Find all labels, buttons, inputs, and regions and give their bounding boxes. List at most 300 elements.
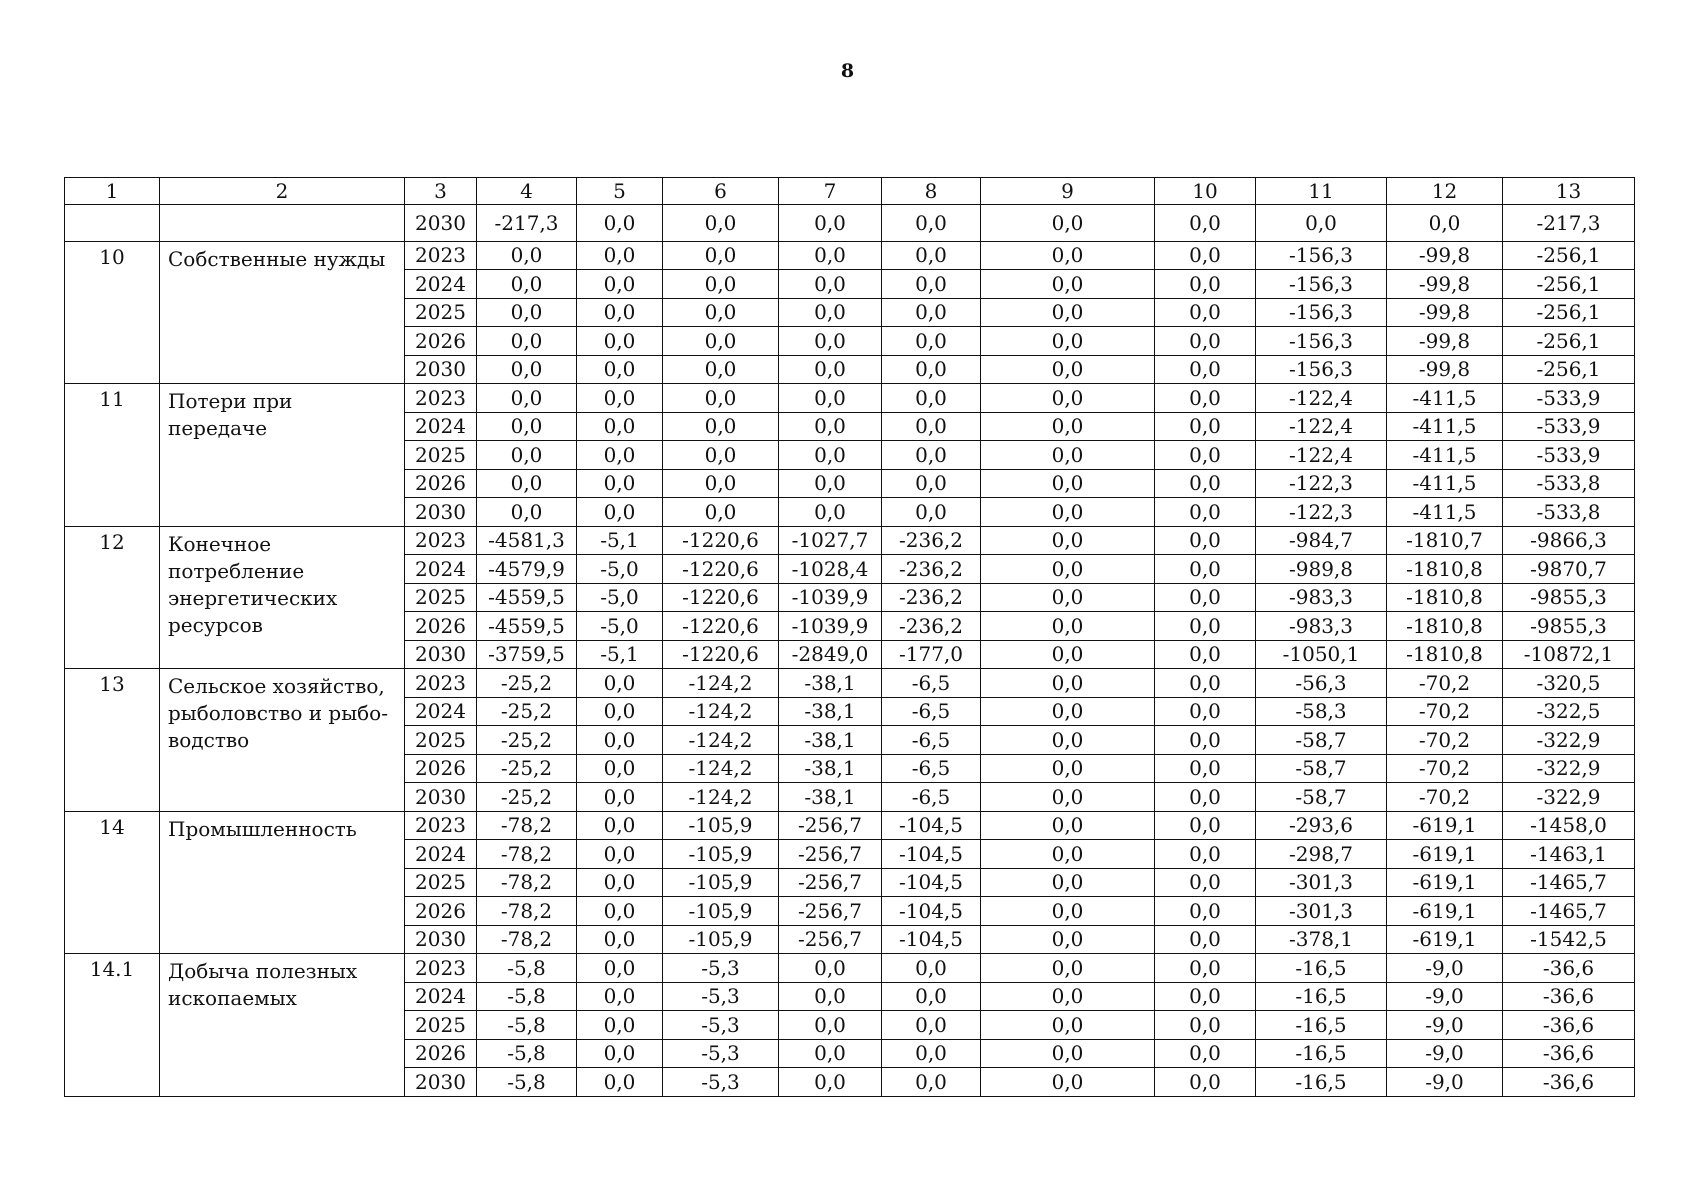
value-cell: -16,5 bbox=[1256, 982, 1387, 1011]
value-cell: -9,0 bbox=[1387, 954, 1503, 983]
value-cell: 0,0 bbox=[981, 1039, 1155, 1068]
value-cell: 0,0 bbox=[577, 754, 663, 783]
value-cell: 0,0 bbox=[577, 697, 663, 726]
value-cell: 0,0 bbox=[882, 1068, 981, 1097]
value-cell: 0,0 bbox=[1155, 270, 1256, 299]
value-cell: -619,1 bbox=[1387, 868, 1503, 897]
value-cell: -293,6 bbox=[1256, 811, 1387, 840]
value-cell: -1027,7 bbox=[779, 526, 882, 555]
value-cell: -156,3 bbox=[1256, 270, 1387, 299]
value-cell: -256,1 bbox=[1503, 355, 1635, 384]
value-cell: 0,0 bbox=[981, 441, 1155, 470]
value-cell: 0,0 bbox=[882, 469, 981, 498]
value-cell: 0,0 bbox=[1155, 555, 1256, 584]
value-cell: -6,5 bbox=[882, 754, 981, 783]
year-cell: 2023 bbox=[405, 384, 477, 413]
value-cell: 0,0 bbox=[663, 270, 779, 299]
value-cell: 0,0 bbox=[779, 982, 882, 1011]
value-cell: 0,0 bbox=[981, 954, 1155, 983]
value-cell: -58,7 bbox=[1256, 754, 1387, 783]
value-cell: -36,6 bbox=[1503, 954, 1635, 983]
value-cell: -156,3 bbox=[1256, 241, 1387, 270]
value-cell: -236,2 bbox=[882, 526, 981, 555]
value-cell: 0,0 bbox=[477, 498, 577, 527]
value-cell: -124,2 bbox=[663, 697, 779, 726]
value-cell: -38,1 bbox=[779, 783, 882, 812]
value-cell: -99,8 bbox=[1387, 327, 1503, 356]
value-cell: 0,0 bbox=[779, 469, 882, 498]
value-cell: -105,9 bbox=[663, 840, 779, 869]
value-cell: 0,0 bbox=[981, 526, 1155, 555]
value-cell: -256,1 bbox=[1503, 298, 1635, 327]
row-number-cell: 14.1 bbox=[65, 954, 160, 1097]
table-row bbox=[65, 205, 1635, 242]
year-cell: 2030 bbox=[405, 640, 477, 669]
value-cell: -5,0 bbox=[577, 555, 663, 584]
value-cell: 0,0 bbox=[577, 726, 663, 755]
value-cell: -124,2 bbox=[663, 669, 779, 698]
header-cell: 10 bbox=[1155, 178, 1256, 205]
value-cell: -16,5 bbox=[1256, 1011, 1387, 1040]
value-cell: 0,0 bbox=[577, 954, 663, 983]
value-cell: 0,0 bbox=[981, 355, 1155, 384]
value-cell: -322,9 bbox=[1503, 783, 1635, 812]
value-cell: -38,1 bbox=[779, 726, 882, 755]
value-cell: 0,0 bbox=[981, 469, 1155, 498]
value-cell: -6,5 bbox=[882, 669, 981, 698]
value-cell: -4579,9 bbox=[477, 555, 577, 584]
value-cell: -5,3 bbox=[663, 1011, 779, 1040]
value-cell: 0,0 bbox=[779, 1039, 882, 1068]
value-cell: -1220,6 bbox=[663, 612, 779, 641]
value-cell: 0,0 bbox=[1155, 783, 1256, 812]
value-cell: -3759,5 bbox=[477, 640, 577, 669]
year-cell: 2025 bbox=[405, 583, 477, 612]
value-cell: -5,8 bbox=[477, 1068, 577, 1097]
value-cell: -36,6 bbox=[1503, 1039, 1635, 1068]
value-cell: -16,5 bbox=[1256, 1039, 1387, 1068]
row-name-cell: Добыча полезных ископаемых bbox=[160, 954, 405, 1097]
value-cell: -78,2 bbox=[477, 925, 577, 954]
value-cell: -124,2 bbox=[663, 754, 779, 783]
value-cell: -122,4 bbox=[1256, 441, 1387, 470]
value-cell: 0,0 bbox=[663, 498, 779, 527]
value-cell: 0,0 bbox=[1155, 982, 1256, 1011]
value-cell: -58,3 bbox=[1256, 697, 1387, 726]
value-cell: -104,5 bbox=[882, 925, 981, 954]
value-cell: 0,0 bbox=[779, 355, 882, 384]
value-cell: -1028,4 bbox=[779, 555, 882, 584]
value-cell: -256,7 bbox=[779, 897, 882, 926]
value-cell: 0,0 bbox=[577, 1039, 663, 1068]
value-cell: 0,0 bbox=[1155, 754, 1256, 783]
value-cell: -298,7 bbox=[1256, 840, 1387, 869]
year-cell: 2024 bbox=[405, 697, 477, 726]
value-cell: -78,2 bbox=[477, 811, 577, 840]
value-cell: 0,0 bbox=[577, 925, 663, 954]
page-number: 8 bbox=[840, 60, 855, 82]
value-cell: -124,2 bbox=[663, 726, 779, 755]
value-cell: 0,0 bbox=[882, 270, 981, 299]
value-cell: -9,0 bbox=[1387, 982, 1503, 1011]
value-cell: -5,3 bbox=[663, 982, 779, 1011]
value-cell: -619,1 bbox=[1387, 811, 1503, 840]
value-cell: -322,5 bbox=[1503, 697, 1635, 726]
value-cell: 0,0 bbox=[1155, 669, 1256, 698]
value-cell: 0,0 bbox=[477, 270, 577, 299]
value-cell: -6,5 bbox=[882, 783, 981, 812]
value-cell: -533,9 bbox=[1503, 384, 1635, 413]
year-cell: 2026 bbox=[405, 754, 477, 783]
year-cell: 2024 bbox=[405, 412, 477, 441]
value-cell: 0,0 bbox=[882, 982, 981, 1011]
value-cell: -619,1 bbox=[1387, 897, 1503, 926]
value-cell: 0,0 bbox=[477, 384, 577, 413]
value-cell: -104,5 bbox=[882, 840, 981, 869]
header-cell: 4 bbox=[477, 178, 577, 205]
value-cell: 0,0 bbox=[981, 726, 1155, 755]
year-cell: 2023 bbox=[405, 526, 477, 555]
value-cell: 0,0 bbox=[981, 384, 1155, 413]
value-cell: 0,0 bbox=[981, 270, 1155, 299]
value-cell: -9855,3 bbox=[1503, 583, 1635, 612]
row-name-cell: Сельское хозяйство, рыболовство и рыбо-водство bbox=[160, 669, 405, 812]
value-cell: -58,7 bbox=[1256, 783, 1387, 812]
value-cell: -70,2 bbox=[1387, 697, 1503, 726]
value-cell: -256,7 bbox=[779, 840, 882, 869]
value-cell: 0,0 bbox=[981, 1011, 1155, 1040]
value-cell: 0,0 bbox=[981, 1068, 1155, 1097]
value-cell: -256,7 bbox=[779, 868, 882, 897]
value-cell: -256,1 bbox=[1503, 241, 1635, 270]
value-cell: 0,0 bbox=[779, 327, 882, 356]
value-cell: 0,0 bbox=[1155, 840, 1256, 869]
value-cell: -236,2 bbox=[882, 612, 981, 641]
value-cell: -1810,8 bbox=[1387, 640, 1503, 669]
value-cell: -983,3 bbox=[1256, 583, 1387, 612]
value-cell: -320,5 bbox=[1503, 669, 1635, 698]
value-cell: -156,3 bbox=[1256, 298, 1387, 327]
value-cell: 0,0 bbox=[577, 498, 663, 527]
value-cell: 0,0 bbox=[1387, 205, 1503, 242]
year-cell: 2026 bbox=[405, 1039, 477, 1068]
value-cell: -236,2 bbox=[882, 555, 981, 584]
value-cell: 0,0 bbox=[477, 298, 577, 327]
row-number-cell: 11 bbox=[65, 384, 160, 527]
value-cell: 0,0 bbox=[1155, 1068, 1256, 1097]
value-cell: -378,1 bbox=[1256, 925, 1387, 954]
value-cell: 0,0 bbox=[577, 783, 663, 812]
value-cell: -983,3 bbox=[1256, 612, 1387, 641]
value-cell: -70,2 bbox=[1387, 669, 1503, 698]
value-cell: 0,0 bbox=[981, 783, 1155, 812]
value-cell: 0,0 bbox=[663, 355, 779, 384]
value-cell: 0,0 bbox=[477, 241, 577, 270]
value-cell: 0,0 bbox=[1155, 583, 1256, 612]
year-cell: 2030 bbox=[405, 498, 477, 527]
value-cell: -1465,7 bbox=[1503, 897, 1635, 926]
value-cell: -5,3 bbox=[663, 954, 779, 983]
header-cell: 8 bbox=[882, 178, 981, 205]
value-cell: -5,0 bbox=[577, 583, 663, 612]
year-cell: 2030 bbox=[405, 925, 477, 954]
value-cell: -533,9 bbox=[1503, 412, 1635, 441]
value-cell: 0,0 bbox=[882, 205, 981, 242]
value-cell: -38,1 bbox=[779, 669, 882, 698]
value-cell: 0,0 bbox=[1155, 897, 1256, 926]
value-cell: 0,0 bbox=[663, 327, 779, 356]
value-cell: -5,3 bbox=[663, 1068, 779, 1097]
value-cell: 0,0 bbox=[1155, 241, 1256, 270]
value-cell: -36,6 bbox=[1503, 1068, 1635, 1097]
value-cell: 0,0 bbox=[577, 412, 663, 441]
value-cell: -1465,7 bbox=[1503, 868, 1635, 897]
year-cell: 2030 bbox=[405, 205, 477, 242]
value-cell: -25,2 bbox=[477, 754, 577, 783]
value-cell: 0,0 bbox=[1155, 697, 1256, 726]
value-cell: -5,8 bbox=[477, 1039, 577, 1068]
value-cell: -256,7 bbox=[779, 811, 882, 840]
value-cell: 0,0 bbox=[1155, 205, 1256, 242]
value-cell: 0,0 bbox=[882, 1039, 981, 1068]
value-cell: 0,0 bbox=[882, 384, 981, 413]
value-cell: -984,7 bbox=[1256, 526, 1387, 555]
value-cell: -36,6 bbox=[1503, 982, 1635, 1011]
value-cell: 0,0 bbox=[779, 441, 882, 470]
row-name-cell bbox=[160, 205, 405, 242]
value-cell: -36,6 bbox=[1503, 1011, 1635, 1040]
header-cell: 1 bbox=[65, 178, 160, 205]
value-cell: 0,0 bbox=[981, 982, 1155, 1011]
value-cell: -4581,3 bbox=[477, 526, 577, 555]
row-number-cell bbox=[65, 205, 160, 242]
value-cell: 0,0 bbox=[577, 241, 663, 270]
table-row bbox=[65, 811, 1635, 840]
value-cell: -104,5 bbox=[882, 811, 981, 840]
value-cell: 0,0 bbox=[1155, 612, 1256, 641]
row-name-cell: Промышленность bbox=[160, 811, 405, 954]
value-cell: 0,0 bbox=[577, 982, 663, 1011]
value-cell: -411,5 bbox=[1387, 498, 1503, 527]
value-cell: -301,3 bbox=[1256, 897, 1387, 926]
value-cell: -25,2 bbox=[477, 726, 577, 755]
table-row bbox=[65, 526, 1635, 555]
year-cell: 2030 bbox=[405, 1068, 477, 1097]
value-cell: -78,2 bbox=[477, 840, 577, 869]
value-cell: 0,0 bbox=[577, 298, 663, 327]
year-cell: 2024 bbox=[405, 270, 477, 299]
value-cell: 0,0 bbox=[577, 327, 663, 356]
value-cell: 0,0 bbox=[1155, 868, 1256, 897]
value-cell: -217,3 bbox=[477, 205, 577, 242]
value-cell: -104,5 bbox=[882, 868, 981, 897]
value-cell: 0,0 bbox=[1256, 205, 1387, 242]
value-cell: -99,8 bbox=[1387, 270, 1503, 299]
value-cell: 0,0 bbox=[577, 441, 663, 470]
value-cell: -1810,8 bbox=[1387, 555, 1503, 584]
value-cell: 0,0 bbox=[1155, 640, 1256, 669]
value-cell: -533,8 bbox=[1503, 469, 1635, 498]
value-cell: 0,0 bbox=[882, 241, 981, 270]
value-cell: -6,5 bbox=[882, 697, 981, 726]
value-cell: 0,0 bbox=[477, 469, 577, 498]
table-row bbox=[65, 669, 1635, 698]
year-cell: 2023 bbox=[405, 241, 477, 270]
value-cell: -1542,5 bbox=[1503, 925, 1635, 954]
value-cell: -122,4 bbox=[1256, 412, 1387, 441]
value-cell: 0,0 bbox=[477, 355, 577, 384]
value-cell: -9,0 bbox=[1387, 1039, 1503, 1068]
value-cell: 0,0 bbox=[577, 897, 663, 926]
value-cell: -122,3 bbox=[1256, 498, 1387, 527]
value-cell: 0,0 bbox=[1155, 1011, 1256, 1040]
value-cell: 0,0 bbox=[882, 441, 981, 470]
year-cell: 2024 bbox=[405, 982, 477, 1011]
value-cell: -156,3 bbox=[1256, 327, 1387, 356]
header-cell: 7 bbox=[779, 178, 882, 205]
value-cell: 0,0 bbox=[577, 355, 663, 384]
value-cell: -256,1 bbox=[1503, 270, 1635, 299]
value-cell: -9870,7 bbox=[1503, 555, 1635, 584]
value-cell: 0,0 bbox=[1155, 726, 1256, 755]
value-cell: 0,0 bbox=[663, 205, 779, 242]
value-cell: -105,9 bbox=[663, 868, 779, 897]
value-cell: 0,0 bbox=[1155, 954, 1256, 983]
value-cell: -5,3 bbox=[663, 1039, 779, 1068]
value-cell: 0,0 bbox=[1155, 469, 1256, 498]
value-cell: 0,0 bbox=[577, 469, 663, 498]
value-cell: -1463,1 bbox=[1503, 840, 1635, 869]
table-row bbox=[65, 954, 1635, 983]
value-cell: 0,0 bbox=[981, 583, 1155, 612]
year-cell: 2025 bbox=[405, 298, 477, 327]
year-cell: 2025 bbox=[405, 1011, 477, 1040]
value-cell: 0,0 bbox=[577, 270, 663, 299]
year-cell: 2024 bbox=[405, 840, 477, 869]
year-cell: 2026 bbox=[405, 897, 477, 926]
value-cell: -56,3 bbox=[1256, 669, 1387, 698]
value-cell: 0,0 bbox=[981, 840, 1155, 869]
value-cell: 0,0 bbox=[663, 241, 779, 270]
value-cell: 0,0 bbox=[477, 412, 577, 441]
value-cell: -9855,3 bbox=[1503, 612, 1635, 641]
value-cell: -70,2 bbox=[1387, 754, 1503, 783]
value-cell: 0,0 bbox=[663, 469, 779, 498]
year-cell: 2025 bbox=[405, 441, 477, 470]
value-cell: 0,0 bbox=[981, 868, 1155, 897]
value-cell: -58,7 bbox=[1256, 726, 1387, 755]
value-cell: -5,8 bbox=[477, 982, 577, 1011]
row-name-cell: Конечное потребление энергетических ресурсов bbox=[160, 526, 405, 669]
value-cell: 0,0 bbox=[779, 241, 882, 270]
row-number-cell: 13 bbox=[65, 669, 160, 812]
value-cell: 0,0 bbox=[577, 1011, 663, 1040]
value-cell: -5,0 bbox=[577, 612, 663, 641]
value-cell: 0,0 bbox=[981, 205, 1155, 242]
value-cell: -38,1 bbox=[779, 754, 882, 783]
value-cell: -156,3 bbox=[1256, 355, 1387, 384]
value-cell: -1220,6 bbox=[663, 583, 779, 612]
value-cell: -1220,6 bbox=[663, 555, 779, 584]
value-cell: -4559,5 bbox=[477, 612, 577, 641]
value-cell: 0,0 bbox=[1155, 811, 1256, 840]
value-cell: 0,0 bbox=[981, 498, 1155, 527]
value-cell: 0,0 bbox=[981, 811, 1155, 840]
value-cell: 0,0 bbox=[981, 754, 1155, 783]
value-cell: -1220,6 bbox=[663, 526, 779, 555]
value-cell: 0,0 bbox=[477, 441, 577, 470]
value-cell: -105,9 bbox=[663, 925, 779, 954]
value-cell: -16,5 bbox=[1256, 1068, 1387, 1097]
value-cell: 0,0 bbox=[577, 840, 663, 869]
value-cell: 0,0 bbox=[1155, 355, 1256, 384]
value-cell: -9866,3 bbox=[1503, 526, 1635, 555]
year-cell: 2026 bbox=[405, 612, 477, 641]
value-cell: -25,2 bbox=[477, 669, 577, 698]
value-cell: -217,3 bbox=[1503, 205, 1635, 242]
value-cell: -533,8 bbox=[1503, 498, 1635, 527]
value-cell: 0,0 bbox=[1155, 327, 1256, 356]
value-cell: 0,0 bbox=[981, 298, 1155, 327]
value-cell: -1810,8 bbox=[1387, 612, 1503, 641]
value-cell: 0,0 bbox=[1155, 526, 1256, 555]
value-cell: -70,2 bbox=[1387, 726, 1503, 755]
value-cell: -1039,9 bbox=[779, 612, 882, 641]
header-cell: 2 bbox=[160, 178, 405, 205]
year-cell: 2025 bbox=[405, 868, 477, 897]
value-cell: 0,0 bbox=[882, 298, 981, 327]
row-name-cell: Потери при передаче bbox=[160, 384, 405, 527]
value-cell: -2849,0 bbox=[779, 640, 882, 669]
table-row bbox=[65, 241, 1635, 270]
value-cell: -1220,6 bbox=[663, 640, 779, 669]
value-cell: 0,0 bbox=[779, 298, 882, 327]
header-row bbox=[65, 178, 1635, 205]
value-cell: 0,0 bbox=[882, 327, 981, 356]
value-cell: -1458,0 bbox=[1503, 811, 1635, 840]
header-cell: 9 bbox=[981, 178, 1155, 205]
value-cell: -78,2 bbox=[477, 897, 577, 926]
value-cell: 0,0 bbox=[663, 441, 779, 470]
value-cell: -78,2 bbox=[477, 868, 577, 897]
value-cell: 0,0 bbox=[779, 384, 882, 413]
value-cell: 0,0 bbox=[663, 412, 779, 441]
value-cell: -105,9 bbox=[663, 897, 779, 926]
year-cell: 2023 bbox=[405, 811, 477, 840]
year-cell: 2025 bbox=[405, 726, 477, 755]
value-cell: 0,0 bbox=[577, 669, 663, 698]
value-cell: 0,0 bbox=[577, 868, 663, 897]
value-cell: 0,0 bbox=[882, 412, 981, 441]
value-cell: -619,1 bbox=[1387, 925, 1503, 954]
value-cell: -4559,5 bbox=[477, 583, 577, 612]
row-name-cell: Собственные нужды bbox=[160, 241, 405, 384]
value-cell: 0,0 bbox=[779, 1011, 882, 1040]
year-cell: 2024 bbox=[405, 555, 477, 584]
value-cell: -25,2 bbox=[477, 783, 577, 812]
year-cell: 2030 bbox=[405, 783, 477, 812]
year-cell: 2026 bbox=[405, 469, 477, 498]
header-cell: 5 bbox=[577, 178, 663, 205]
value-cell: -38,1 bbox=[779, 697, 882, 726]
value-cell: -124,2 bbox=[663, 783, 779, 812]
value-cell: 0,0 bbox=[981, 925, 1155, 954]
value-cell: 0,0 bbox=[882, 355, 981, 384]
value-cell: 0,0 bbox=[882, 498, 981, 527]
value-cell: 0,0 bbox=[779, 1068, 882, 1097]
value-cell: -256,1 bbox=[1503, 327, 1635, 356]
value-cell: -1810,8 bbox=[1387, 583, 1503, 612]
